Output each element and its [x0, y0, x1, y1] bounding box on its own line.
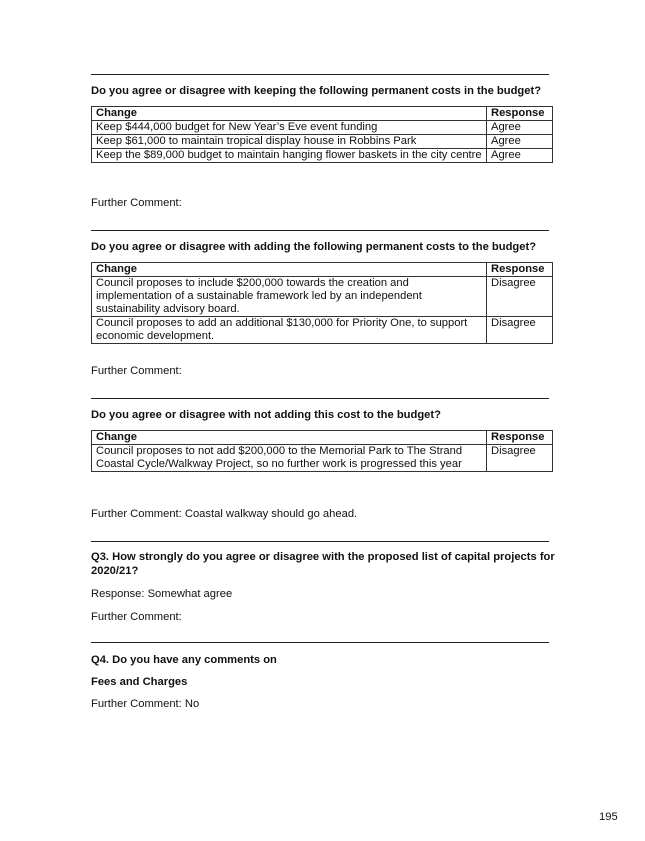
divider [91, 541, 549, 542]
table-row [92, 317, 553, 344]
further-comment: Further Comment: No [91, 698, 200, 710]
response-cell: Agree [487, 149, 553, 163]
change-cell: Keep $444,000 budget for New Year’s Eve event funding [92, 121, 487, 135]
response-column-header: Response [487, 263, 553, 277]
response-column-header: Response [487, 107, 553, 121]
page-number: 195 [599, 811, 618, 823]
change-column-header: Change [92, 431, 487, 445]
table-row [92, 135, 553, 149]
table-row [92, 121, 553, 135]
response-cell: Disagree [487, 317, 553, 344]
table-header-row [92, 263, 553, 277]
response-cell: Agree [487, 135, 553, 149]
divider [91, 74, 549, 75]
further-comment: Further Comment: [91, 611, 182, 623]
divider [91, 398, 549, 399]
divider [91, 642, 549, 643]
response-column-header: Response [487, 431, 553, 445]
response-table [91, 106, 553, 163]
response-table [91, 430, 553, 472]
table-row [92, 277, 553, 317]
response-cell: Agree [487, 121, 553, 135]
table-row [92, 149, 553, 163]
change-column-header: Change [92, 107, 487, 121]
further-comment: Further Comment: Coastal walkway should go ahead. [91, 508, 358, 520]
response-cell: Disagree [487, 445, 553, 472]
further-comment: Further Comment: [91, 197, 182, 209]
question-heading: Q4. Do you have any comments on [91, 654, 277, 666]
section-subheading: Fees and Charges [91, 676, 188, 688]
change-cell: Keep $61,000 to maintain tropical display house in Robbins Park [92, 135, 487, 149]
change-cell: Keep the $89,000 budget to maintain hanging flower baskets in the city centre [92, 149, 487, 163]
table-row [92, 445, 553, 472]
table-header-row [92, 431, 553, 445]
further-comment: Further Comment: [91, 365, 182, 377]
change-cell: Council proposes to add an additional $130,000 for Priority One, to support economic development. [92, 317, 487, 344]
response-cell: Disagree [487, 277, 553, 317]
table-header-row [92, 107, 553, 121]
change-column-header: Change [92, 263, 487, 277]
question-heading: Do you agree or disagree with adding the following permanent costs to the budget? [91, 241, 537, 253]
question-heading: Do you agree or disagree with keeping the following permanent costs in the budget? [91, 85, 542, 97]
question-heading: Do you agree or disagree with not adding this cost to the budget? [91, 409, 441, 421]
response-text: Response: Somewhat agree [91, 588, 233, 600]
change-cell: Council proposes to include $200,000 towards the creation and implementation of a sustainable framework led by an independent sustainability advisory board. [92, 277, 487, 317]
change-cell: Council proposes to not add $200,000 to the Memorial Park to The Strand Coastal Cycle/Walkway Project, so no further work is progressed this year [92, 445, 487, 472]
question-heading: Q3. How strongly do you agree or disagree with the proposed list of capital projects for 2020/21? [91, 551, 555, 577]
response-table [91, 262, 553, 344]
divider [91, 230, 549, 231]
